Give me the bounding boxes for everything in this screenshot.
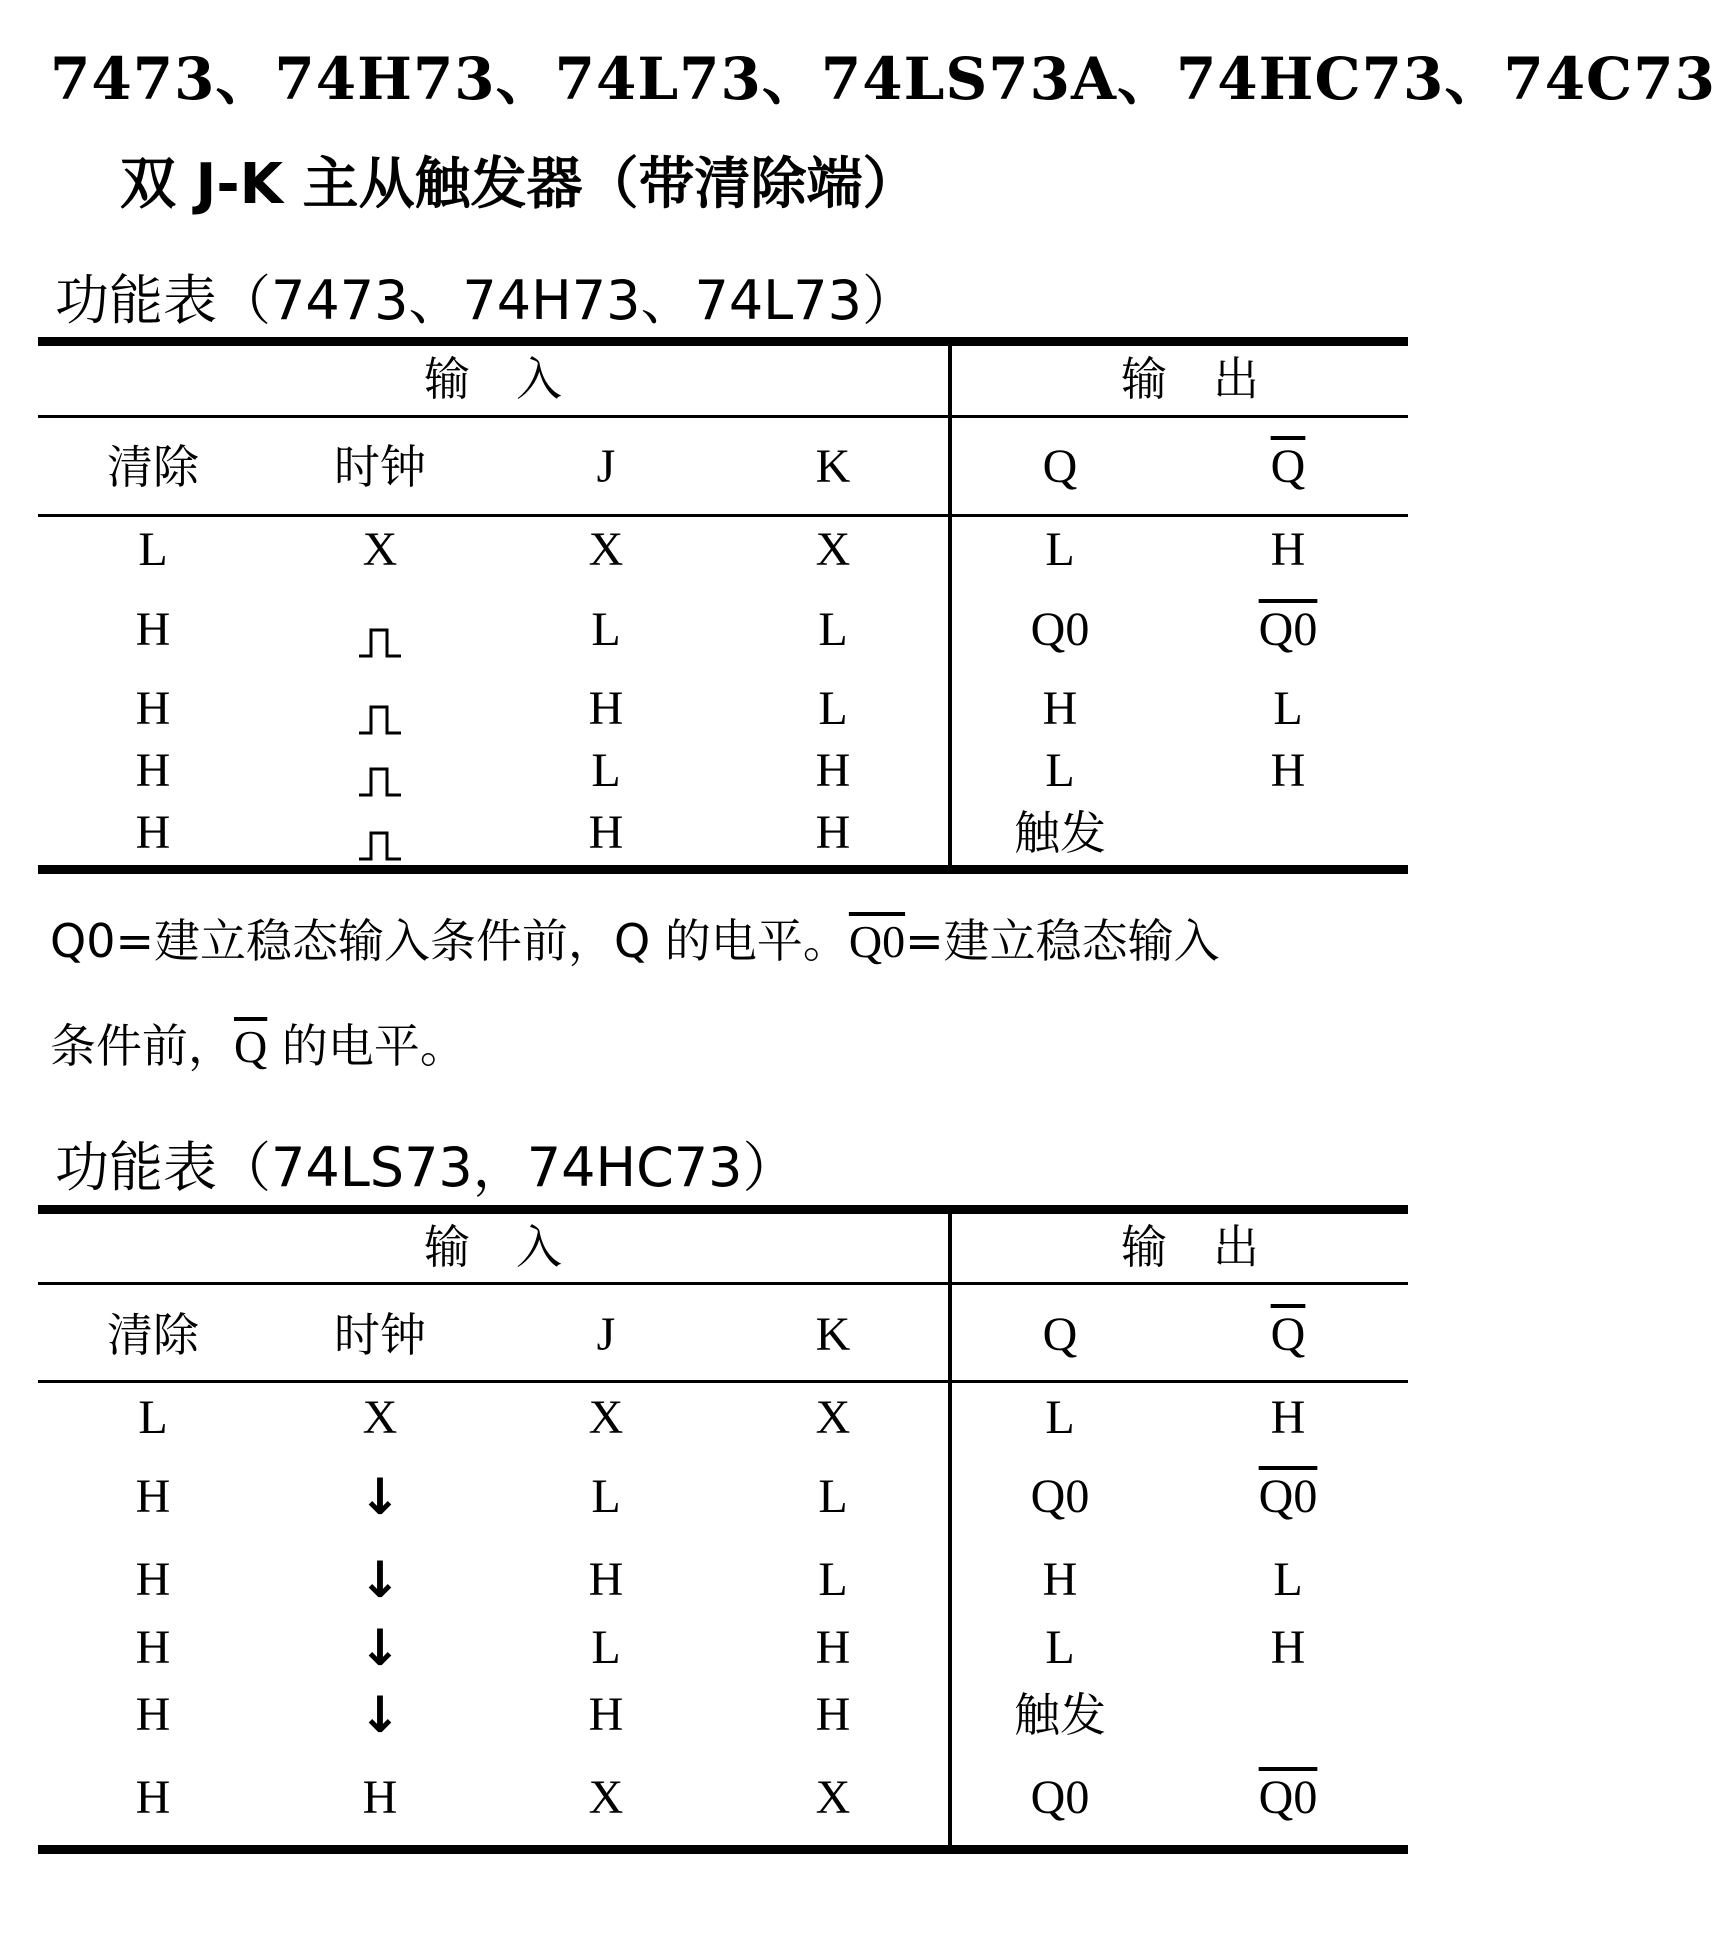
inputs-group-header: 输 入	[424, 352, 562, 406]
table-cell: H	[135, 744, 171, 797]
note-text: 的电平。	[281, 1019, 466, 1073]
table1-caption: 功能表（7473、74H73、74L73）	[55, 269, 916, 332]
clock-pulse-icon	[357, 829, 403, 861]
clock-pulse-icon	[357, 765, 403, 797]
table-rule	[38, 1282, 1408, 1285]
inputs-group-header: 输 入	[424, 1220, 562, 1274]
table-cell: Q0	[1030, 603, 1090, 656]
part-numbers-title: 7473、74H73、74L73、74LS73A、74HC73、74C73	[50, 45, 1716, 113]
outputs-group-header: 输 出	[1121, 1220, 1259, 1274]
table-cell: H	[135, 603, 171, 656]
table-cell: H	[1042, 682, 1078, 735]
table-cell: X	[588, 1391, 624, 1444]
table-cell: L	[818, 682, 848, 735]
falling-edge-arrow-icon: ↓	[359, 1468, 401, 1526]
col-header-clear: 清除	[107, 1308, 199, 1362]
table-cell: 触发	[1014, 1688, 1106, 1742]
table-cell: L	[591, 1470, 621, 1523]
falling-edge-arrow-icon: ↓	[359, 1551, 401, 1609]
table-cell: L	[1273, 1553, 1303, 1606]
table-cell: H	[815, 744, 851, 797]
device-title: 双 J-K 主从触发器（带清除端）	[120, 152, 919, 217]
table-cell: X	[815, 1771, 851, 1824]
table-divider	[948, 342, 952, 870]
col-header-k: K	[815, 1308, 851, 1361]
table-cell: H	[1042, 1553, 1078, 1606]
note-text: Q0=建立稳态输入条件前，Q 的电平。	[50, 914, 849, 968]
clock-pulse-icon	[357, 626, 403, 658]
function-table-2	[38, 1205, 1408, 1855]
table-cell: X	[815, 523, 851, 576]
col-header-j: J	[596, 1308, 616, 1361]
col-header-clock: 时钟	[334, 440, 426, 494]
table-cell: H	[1270, 1621, 1306, 1674]
note-qbar: $\overline{Q}$	[234, 1021, 268, 1072]
table-cell: H	[135, 1688, 171, 1741]
table-cell: X	[815, 1391, 851, 1444]
table-cell: H	[135, 1771, 171, 1824]
table-rule	[38, 514, 1408, 517]
col-header-clock: 时钟	[334, 1308, 426, 1362]
function-table-1	[38, 337, 1408, 875]
table-cell: L	[1045, 1391, 1075, 1444]
clock-pulse-icon	[357, 703, 403, 735]
table-cell: H	[588, 1553, 624, 1606]
table-cell: L	[1045, 1621, 1075, 1674]
note-text: 条件前，	[50, 1019, 234, 1073]
table-rule	[38, 865, 1408, 874]
note-text: =建立稳态输入	[905, 914, 1220, 968]
table-cell: H	[1270, 744, 1306, 797]
table-cell: H	[135, 1470, 171, 1523]
table-cell: L	[138, 1391, 168, 1444]
table-cell: Q0	[1030, 1470, 1090, 1523]
table-rule	[38, 1205, 1408, 1214]
col-header-clear: 清除	[107, 440, 199, 494]
col-header-k: K	[815, 440, 851, 493]
table-cell: H	[135, 1553, 171, 1606]
table-cell: L	[591, 603, 621, 656]
table-cell: H	[815, 1621, 851, 1674]
table-cell: L	[1045, 523, 1075, 576]
note-line-2	[50, 1010, 466, 1076]
table-cell: L	[818, 1470, 848, 1523]
col-header-q: Q	[1042, 1308, 1078, 1361]
table-cell: H	[588, 1688, 624, 1741]
table-cell: X	[362, 1391, 398, 1444]
table-cell: X	[362, 523, 398, 576]
table-divider	[948, 1210, 952, 1850]
table-cell: H	[362, 1771, 398, 1824]
table-cell: L	[591, 744, 621, 797]
falling-edge-arrow-icon: ↓	[359, 1619, 401, 1677]
falling-edge-arrow-icon: ↓	[359, 1686, 401, 1744]
table-cell: X	[588, 523, 624, 576]
col-header-q: Q	[1042, 440, 1078, 493]
table-cell: H	[135, 1621, 171, 1674]
table-cell: H	[588, 682, 624, 735]
table-cell: Q0	[1258, 1771, 1318, 1824]
table-cell: L	[818, 1553, 848, 1606]
table-cell: 触发	[1014, 806, 1106, 860]
table-cell: H	[1270, 523, 1306, 576]
table-cell: L	[1273, 682, 1303, 735]
col-header-qbar: $\overline{Q}$	[1270, 440, 1306, 493]
table-rule	[38, 1845, 1408, 1854]
table-cell: H	[135, 682, 171, 735]
col-header-j: J	[596, 440, 616, 493]
table-cell: H	[135, 806, 171, 859]
table-cell: H	[815, 806, 851, 859]
table-cell: H	[588, 806, 624, 859]
note-line-1	[50, 905, 1220, 971]
table-cell: Q0	[1258, 603, 1318, 656]
table-cell: Q0	[1258, 1470, 1318, 1523]
table-cell: L	[818, 603, 848, 656]
note-q0bar: Q0	[848, 916, 906, 967]
table-cell: L	[138, 523, 168, 576]
outputs-group-header: 输 出	[1121, 352, 1259, 406]
table-cell: H	[815, 1688, 851, 1741]
col-header-qbar: $\overline{Q}$	[1270, 1308, 1306, 1361]
table-rule	[38, 415, 1408, 418]
table-rule	[38, 337, 1408, 346]
table-cell: Q0	[1030, 1771, 1090, 1824]
table-cell: L	[591, 1621, 621, 1674]
table-rule	[38, 1380, 1408, 1383]
table2-caption: 功能表（74LS73，74HC73）	[55, 1136, 797, 1199]
table-cell: X	[588, 1771, 624, 1824]
table-cell: H	[1270, 1391, 1306, 1444]
table-cell: L	[1045, 744, 1075, 797]
